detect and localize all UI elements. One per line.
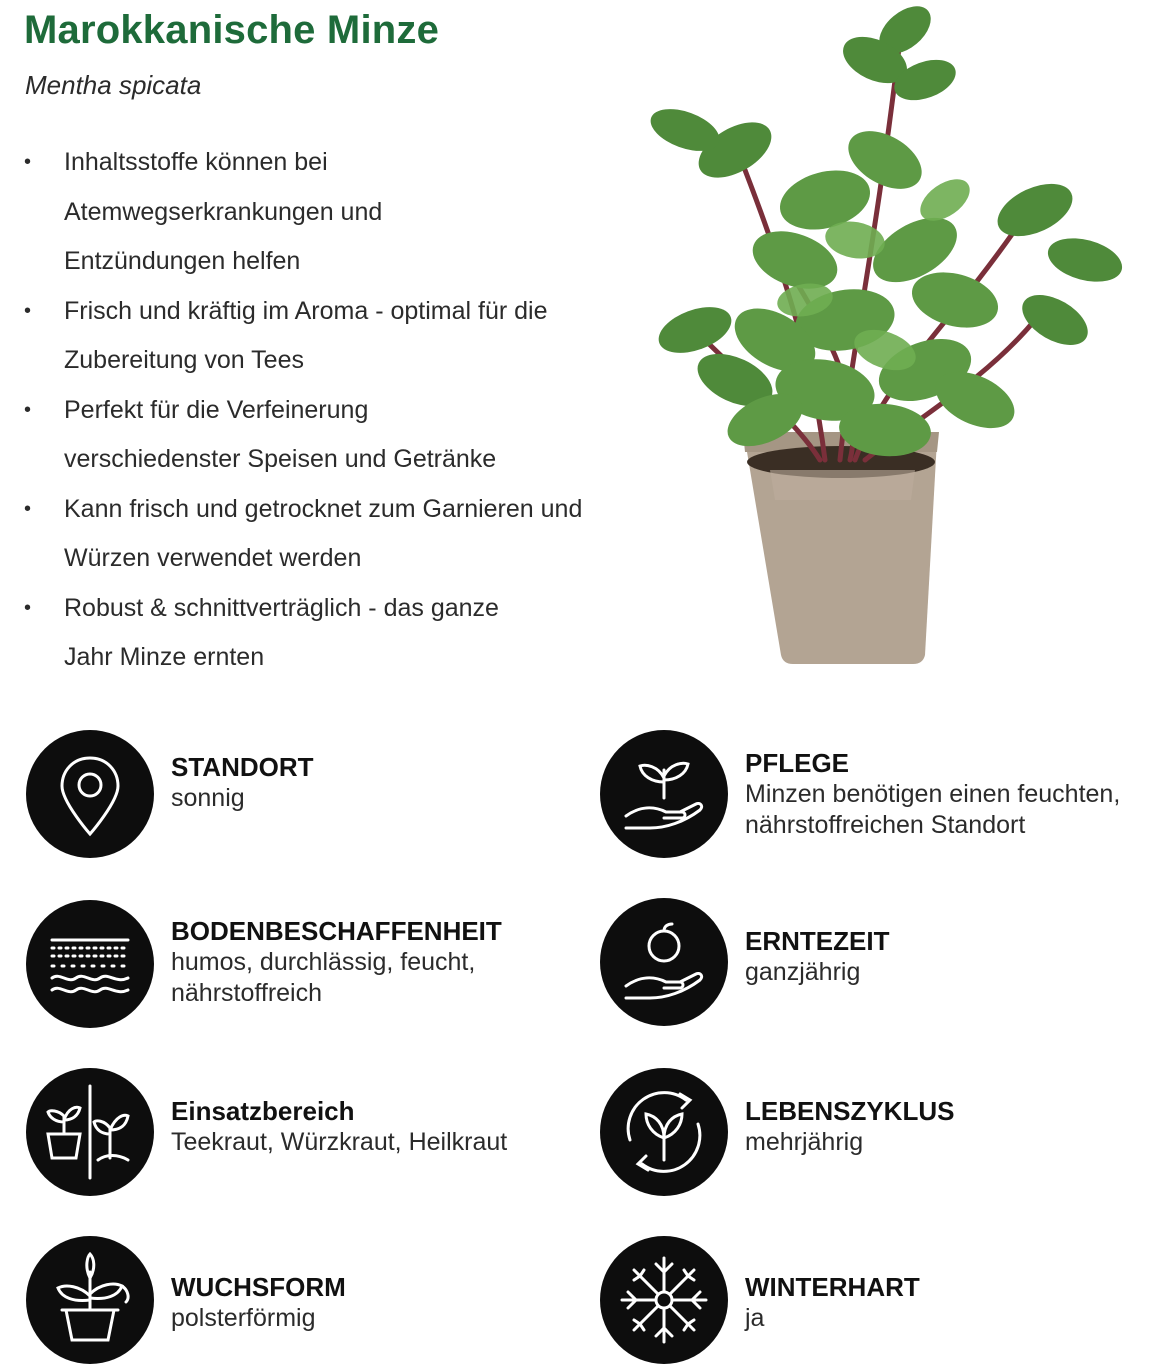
feature-label: Einsatzbereich xyxy=(171,1096,355,1126)
mint-plant-image xyxy=(625,0,1140,672)
botanical-name: Mentha spicata xyxy=(25,70,202,100)
hand-fruit-icon xyxy=(600,898,728,1026)
bullet-item: • Perfekt für die Verfeinerung verschiedenster Speisen und Getränke xyxy=(24,386,534,485)
feature-label: PFLEGE xyxy=(745,748,850,778)
feature-value: humos, durchlässig, feucht, nährstoffreich xyxy=(171,948,476,1007)
feature-wuchsform xyxy=(26,1236,586,1366)
feature-label: LEBENSZYKLUS xyxy=(745,1096,955,1126)
feature-standort xyxy=(26,730,586,860)
feature-value: sonnig xyxy=(171,784,245,812)
bullet-item: • Inhaltsstoffe können bei Atemwegserkrankungen und Entzündungen helfen xyxy=(24,138,394,287)
feature-value: ganzjährig xyxy=(745,958,861,986)
feature-value: mehrjährig xyxy=(745,1128,864,1156)
feature-label: STANDORT xyxy=(171,752,314,782)
feature-value: ja xyxy=(745,1304,765,1332)
feature-einsatzbereich xyxy=(26,1068,586,1198)
feature-label: ERNTEZEIT xyxy=(745,926,890,956)
feature-label: BODENBESCHAFFENHEIT xyxy=(171,916,502,946)
snowflake-icon xyxy=(600,1236,728,1364)
feature-winterhart xyxy=(600,1236,1160,1366)
potted-plant-icon xyxy=(26,1236,154,1364)
feature-label: WINTERHART xyxy=(745,1272,920,1302)
feature-pflege xyxy=(600,730,1160,860)
feature-value: Minzen benötigen einen feuchten, nährstoffreichen Standort xyxy=(745,780,1121,839)
feature-bullet-list xyxy=(24,138,584,683)
product-title: Marokkanische Minze xyxy=(24,8,440,52)
location-pin-icon xyxy=(26,730,154,858)
feature-erntezeit xyxy=(600,898,1160,1028)
bullet-item: • Frisch und kräftig im Aroma - optimal für die Zubereitung von Tees xyxy=(24,287,564,386)
bullet-item: • Robust & schnittverträglich - das ganze Jahr Minze ernten xyxy=(24,584,544,683)
bullet-item: • Kann frisch und getrocknet zum Garnieren und Würzen verwendet werden xyxy=(24,485,584,584)
hand-seedling-icon xyxy=(600,730,728,858)
feature-label: WUCHSFORM xyxy=(171,1272,346,1302)
feature-bodenbeschaffenheit xyxy=(26,900,586,1030)
feature-lebenszyklus xyxy=(600,1068,1160,1198)
cycle-leaf-icon xyxy=(600,1068,728,1196)
feature-value: polsterförmig xyxy=(171,1304,316,1332)
pot-sprout-icon xyxy=(26,1068,154,1196)
feature-value: Teekraut, Würzkraut, Heilkraut xyxy=(171,1128,508,1156)
soil-layers-icon xyxy=(26,900,154,1028)
